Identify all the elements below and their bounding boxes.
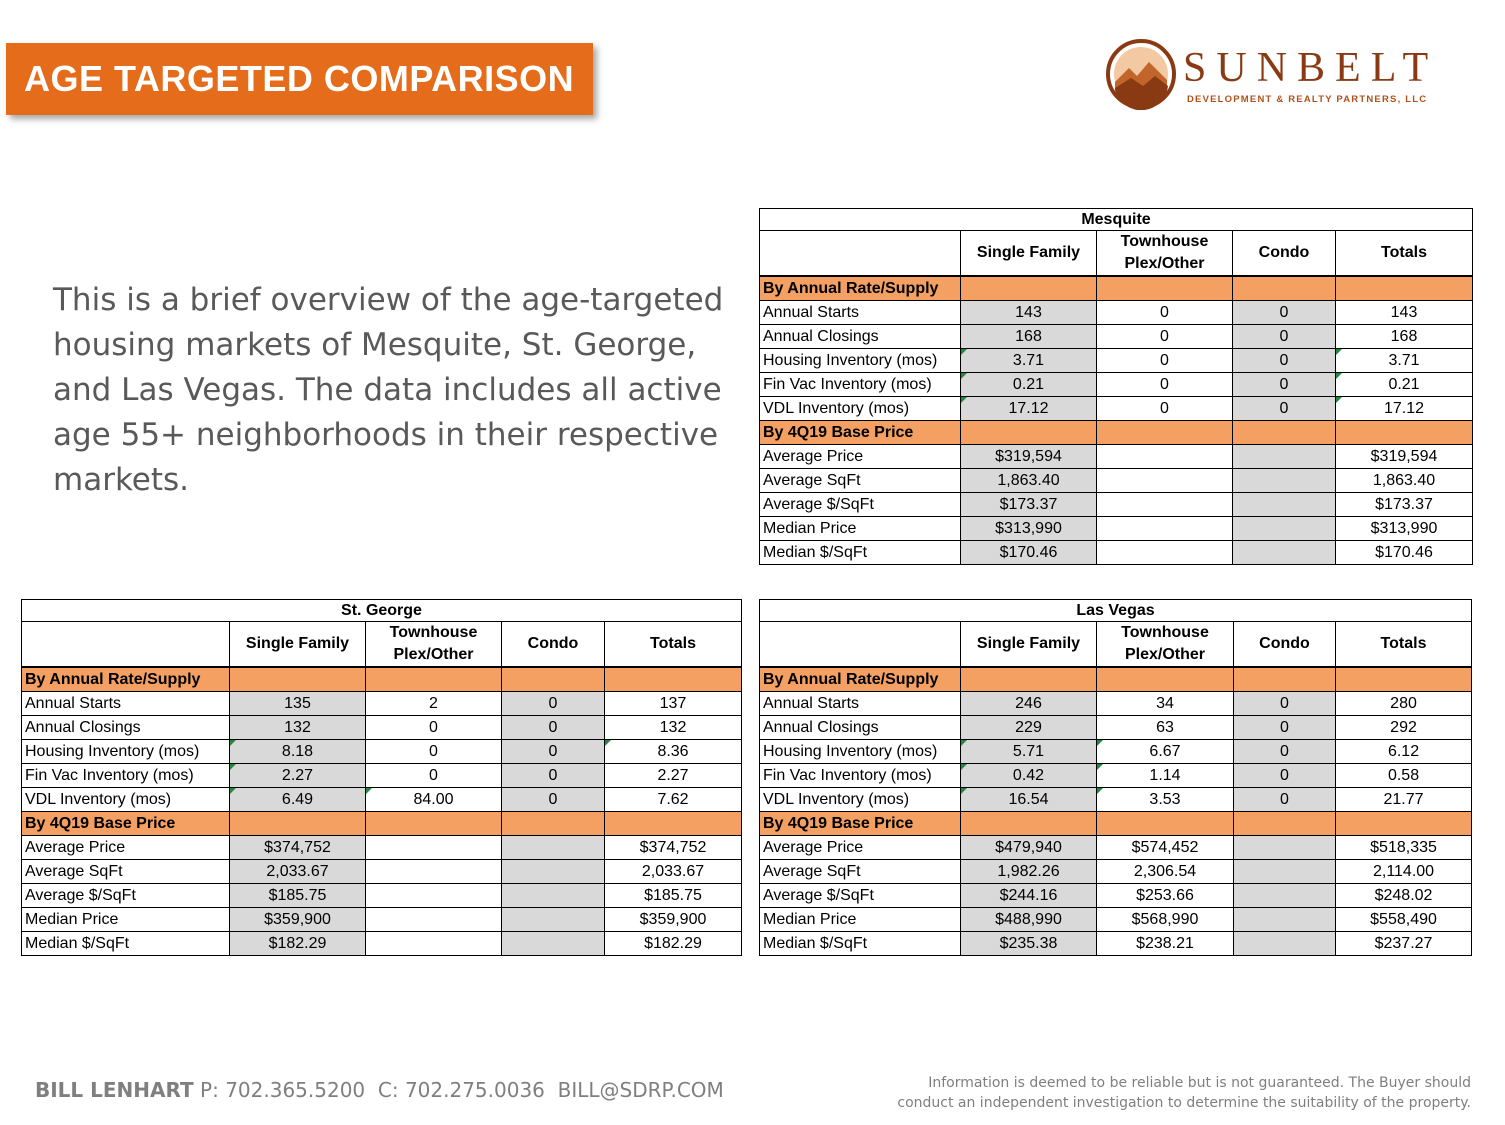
value-cell: $568,990 [1097,908,1234,932]
row-label: VDL Inventory (mos) [760,397,961,421]
section-label: By 4Q19 Base Price [760,812,961,836]
section-fill-cell [1234,812,1336,836]
table-row [760,908,1472,932]
row-label: Average SqFt [760,860,961,884]
value-cell [1234,860,1336,884]
value-cell: 0 [502,692,605,716]
row-label: Annual Starts [22,692,230,716]
table-row [22,932,742,956]
section-row [760,812,1472,836]
value-cell: 0 [1233,325,1336,349]
row-label: Fin Vac Inventory (mos) [22,764,230,788]
value-cell: 7.62 [605,788,742,812]
row-label-header [760,231,961,277]
value-cell: 0 [366,716,502,740]
table-row [22,764,742,788]
section-label: By Annual Rate/Supply [760,276,961,301]
value-cell [1097,517,1233,541]
value-cell [1234,884,1336,908]
value-cell: 63 [1097,716,1234,740]
value-cell: 132 [230,716,366,740]
section-fill-cell [1234,667,1336,692]
value-cell: 0 [1233,349,1336,373]
column-header-row [22,622,742,668]
row-label: VDL Inventory (mos) [760,788,961,812]
value-cell: 0.58 [1336,764,1472,788]
value-cell: $313,990 [961,517,1097,541]
column-header: Single Family [230,622,366,668]
section-fill-cell [961,812,1097,836]
row-label: Annual Starts [760,301,961,325]
value-cell: $182.29 [230,932,366,956]
row-label: Average Price [22,836,230,860]
table-row [760,860,1472,884]
section-label: By 4Q19 Base Price [22,812,230,836]
table-row [760,445,1473,469]
row-label: Average $/SqFt [760,493,961,517]
value-cell: 0 [502,764,605,788]
value-cell: 1,863.40 [961,469,1097,493]
value-cell: 0 [1097,373,1233,397]
table-row [760,932,1472,956]
value-cell: $319,594 [961,445,1097,469]
table-row [760,301,1473,325]
value-cell: $253.66 [1097,884,1234,908]
value-cell: 0 [1234,740,1336,764]
value-cell: 0 [366,740,502,764]
value-cell: 2,033.67 [230,860,366,884]
value-cell: 137 [605,692,742,716]
section-fill-cell [1097,667,1234,692]
market-title-row [22,600,742,622]
section-fill-cell [366,812,502,836]
value-cell: 2.27 [605,764,742,788]
value-cell [502,932,605,956]
row-label: Housing Inventory (mos) [760,740,961,764]
section-fill-cell [1336,421,1473,445]
column-header: Townhouse Plex/Other [1097,622,1234,668]
market-title-row [760,600,1472,622]
table-row [760,740,1472,764]
table-row [22,860,742,884]
row-label: Fin Vac Inventory (mos) [760,764,961,788]
section-fill-cell [605,812,742,836]
section-fill-cell [1233,276,1336,301]
row-label: Median $/SqFt [22,932,230,956]
value-cell: 6.49 [230,788,366,812]
value-cell [1234,836,1336,860]
column-header: Townhouse Plex/Other [366,622,502,668]
email: BILL@SDRP.COM [557,1078,724,1102]
value-cell: 0 [366,764,502,788]
row-label: Median Price [760,517,961,541]
value-cell: 0 [1234,764,1336,788]
value-cell [1233,541,1336,565]
value-cell: 132 [605,716,742,740]
table-row [760,493,1473,517]
value-cell: 3.71 [1336,349,1473,373]
title-banner [6,43,593,115]
section-fill-cell [961,667,1097,692]
row-label: Average $/SqFt [22,884,230,908]
column-header: Condo [1233,231,1336,277]
value-cell: 3.71 [961,349,1097,373]
table-row [22,740,742,764]
row-label-header [760,622,961,668]
column-header: Totals [605,622,742,668]
st-george-table [21,599,742,956]
section-fill-cell [1336,667,1472,692]
value-cell [1233,469,1336,493]
row-label: Median Price [22,908,230,932]
value-cell: $479,940 [961,836,1097,860]
section-fill-cell [230,812,366,836]
section-fill-cell [961,421,1097,445]
section-fill-cell [1097,421,1233,445]
value-cell: 292 [1336,716,1472,740]
value-cell [366,908,502,932]
value-cell: $313,990 [1336,517,1473,541]
value-cell: 0.21 [1336,373,1473,397]
value-cell [1097,469,1233,493]
value-cell: $518,335 [1336,836,1472,860]
value-cell: 21.77 [1336,788,1472,812]
value-cell: $319,594 [1336,445,1473,469]
column-header: Condo [502,622,605,668]
value-cell: 0 [1097,397,1233,421]
value-cell: 1,863.40 [1336,469,1473,493]
table-row [760,788,1472,812]
value-cell: 2,306.54 [1097,860,1234,884]
value-cell: 0 [1234,788,1336,812]
value-cell: $374,752 [605,836,742,860]
value-cell: 0 [1233,373,1336,397]
table-row [760,692,1472,716]
section-fill-cell [961,276,1097,301]
section-fill-cell [1233,421,1336,445]
value-cell: 0 [1097,301,1233,325]
value-cell [502,836,605,860]
table-row [760,349,1473,373]
value-cell: $558,490 [1336,908,1472,932]
table-row [760,836,1472,860]
table-row [22,716,742,740]
column-header-row [760,622,1472,668]
table-row [22,836,742,860]
value-cell: $182.29 [605,932,742,956]
column-header: Single Family [961,622,1097,668]
las-vegas-table [759,599,1472,956]
table-row [22,884,742,908]
value-cell: 0 [1233,397,1336,421]
value-cell: 2 [366,692,502,716]
section-fill-cell [605,667,742,692]
value-cell [502,884,605,908]
value-cell: 34 [1097,692,1234,716]
footer-contact [35,1078,724,1102]
table-row [760,541,1473,565]
column-header: Townhouse Plex/Other [1097,231,1233,277]
section-row [760,421,1473,445]
value-cell: 0 [1097,349,1233,373]
section-label: By 4Q19 Base Price [760,421,961,445]
value-cell [366,860,502,884]
section-fill-cell [366,667,502,692]
sunbelt-logo [1105,38,1465,113]
section-fill-cell [1336,812,1472,836]
section-fill-cell [502,667,605,692]
value-cell: $170.46 [1336,541,1473,565]
value-cell [366,932,502,956]
column-header: Single Family [961,231,1097,277]
section-fill-cell [230,667,366,692]
row-label: Annual Closings [760,325,961,349]
value-cell [366,884,502,908]
value-cell [1097,493,1233,517]
row-label: Average SqFt [760,469,961,493]
value-cell: 2,114.00 [1336,860,1472,884]
logo-name: SUNBELT [1183,45,1439,91]
value-cell: 8.36 [605,740,742,764]
logo-tagline: DEVELOPMENT & REALTY PARTNERS, LLC [1187,94,1428,105]
value-cell: 17.12 [961,397,1097,421]
section-label: By Annual Rate/Supply [760,667,961,692]
value-cell: 0 [1234,716,1336,740]
value-cell: 0 [502,716,605,740]
phone-number: 702.365.5200 [225,1078,366,1102]
table-row [760,517,1473,541]
mesquite-table [759,208,1473,565]
row-label: Annual Starts [760,692,961,716]
value-cell [1233,445,1336,469]
value-cell [502,860,605,884]
row-label: Housing Inventory (mos) [22,740,230,764]
column-header: Totals [1336,231,1473,277]
value-cell [1097,445,1233,469]
value-cell [502,908,605,932]
section-row [22,667,742,692]
value-cell: 168 [1336,325,1473,349]
table-row [760,764,1472,788]
row-label: Median $/SqFt [760,932,961,956]
market-title: St. George [22,600,742,622]
value-cell: $374,752 [230,836,366,860]
table-row [760,397,1473,421]
value-cell [1097,541,1233,565]
table-row [22,908,742,932]
row-label: Fin Vac Inventory (mos) [760,373,961,397]
agent-name: BILL LENHART [35,1078,194,1102]
value-cell: $185.75 [605,884,742,908]
value-cell: $238.21 [1097,932,1234,956]
table-row [760,325,1473,349]
value-cell: 135 [230,692,366,716]
column-header-row [760,231,1473,277]
value-cell: 8.18 [230,740,366,764]
row-label: Median $/SqFt [760,541,961,565]
value-cell [1233,517,1336,541]
value-cell: 0 [502,740,605,764]
value-cell: 143 [1336,301,1473,325]
market-title: Mesquite [760,209,1473,231]
table-row [760,373,1473,397]
row-label: Annual Closings [22,716,230,740]
value-cell: $173.37 [1336,493,1473,517]
value-cell: 2,033.67 [605,860,742,884]
table-row [760,469,1473,493]
section-fill-cell [502,812,605,836]
table-row [22,788,742,812]
section-fill-cell [1336,276,1473,301]
value-cell: $173.37 [961,493,1097,517]
value-cell: 246 [961,692,1097,716]
cell-label: C: [377,1078,399,1102]
value-cell: $237.27 [1336,932,1472,956]
sunset-mountain-icon [1105,38,1177,110]
row-label: Median Price [760,908,961,932]
value-cell: 168 [961,325,1097,349]
row-label: Housing Inventory (mos) [760,349,961,373]
column-header: Totals [1336,622,1472,668]
value-cell [1233,493,1336,517]
value-cell: 0 [1097,325,1233,349]
value-cell: 5.71 [961,740,1097,764]
value-cell: 0.21 [961,373,1097,397]
value-cell [1234,908,1336,932]
value-cell: $359,900 [605,908,742,932]
table-row [760,716,1472,740]
value-cell: 0 [1234,692,1336,716]
value-cell: 0 [1233,301,1336,325]
row-label-header [22,622,230,668]
value-cell: $170.46 [961,541,1097,565]
row-label: VDL Inventory (mos) [22,788,230,812]
section-row [760,667,1472,692]
section-fill-cell [1097,276,1233,301]
row-label: Average Price [760,836,961,860]
value-cell: $244.16 [961,884,1097,908]
market-title-row [760,209,1473,231]
value-cell: $488,990 [961,908,1097,932]
value-cell: $248.02 [1336,884,1472,908]
page-title: AGE TARGETED COMPARISON [24,58,575,99]
value-cell: 143 [961,301,1097,325]
row-label: Annual Closings [760,716,961,740]
cell-number: 702.275.0036 [404,1078,545,1102]
value-cell: 2.27 [230,764,366,788]
row-label: Average Price [760,445,961,469]
value-cell: 17.12 [1336,397,1473,421]
section-label: By Annual Rate/Supply [22,667,230,692]
value-cell: 3.53 [1097,788,1234,812]
phone-label: P: [200,1078,219,1102]
value-cell: 6.12 [1336,740,1472,764]
table-row [22,692,742,716]
column-header: Condo [1234,622,1336,668]
value-cell: 16.54 [961,788,1097,812]
value-cell: 84.00 [366,788,502,812]
value-cell [1234,932,1336,956]
value-cell: 1,982.26 [961,860,1097,884]
row-label: Average SqFt [22,860,230,884]
intro-text: This is a brief overview of the age-targeted housing markets of Mesquite, St. George, and Las Vegas. The data includes all active age 55+ neighborhoods in their respective markets. [53,282,724,498]
value-cell: 229 [961,716,1097,740]
value-cell: $574,452 [1097,836,1234,860]
section-fill-cell [1097,812,1234,836]
row-label: Average $/SqFt [760,884,961,908]
value-cell: $185.75 [230,884,366,908]
value-cell: 1.14 [1097,764,1234,788]
value-cell: $235.38 [961,932,1097,956]
value-cell: 280 [1336,692,1472,716]
value-cell [366,836,502,860]
value-cell: 0.42 [961,764,1097,788]
market-title: Las Vegas [760,600,1472,622]
table-row [760,884,1472,908]
value-cell: 6.67 [1097,740,1234,764]
value-cell: $359,900 [230,908,366,932]
section-row [760,276,1473,301]
disclaimer: Information is deemed to be reliable but is not guaranteed. The Buyer should conduct an independent investigation to determine the suitability of the property. [897,1075,1471,1111]
section-row [22,812,742,836]
value-cell: 0 [502,788,605,812]
